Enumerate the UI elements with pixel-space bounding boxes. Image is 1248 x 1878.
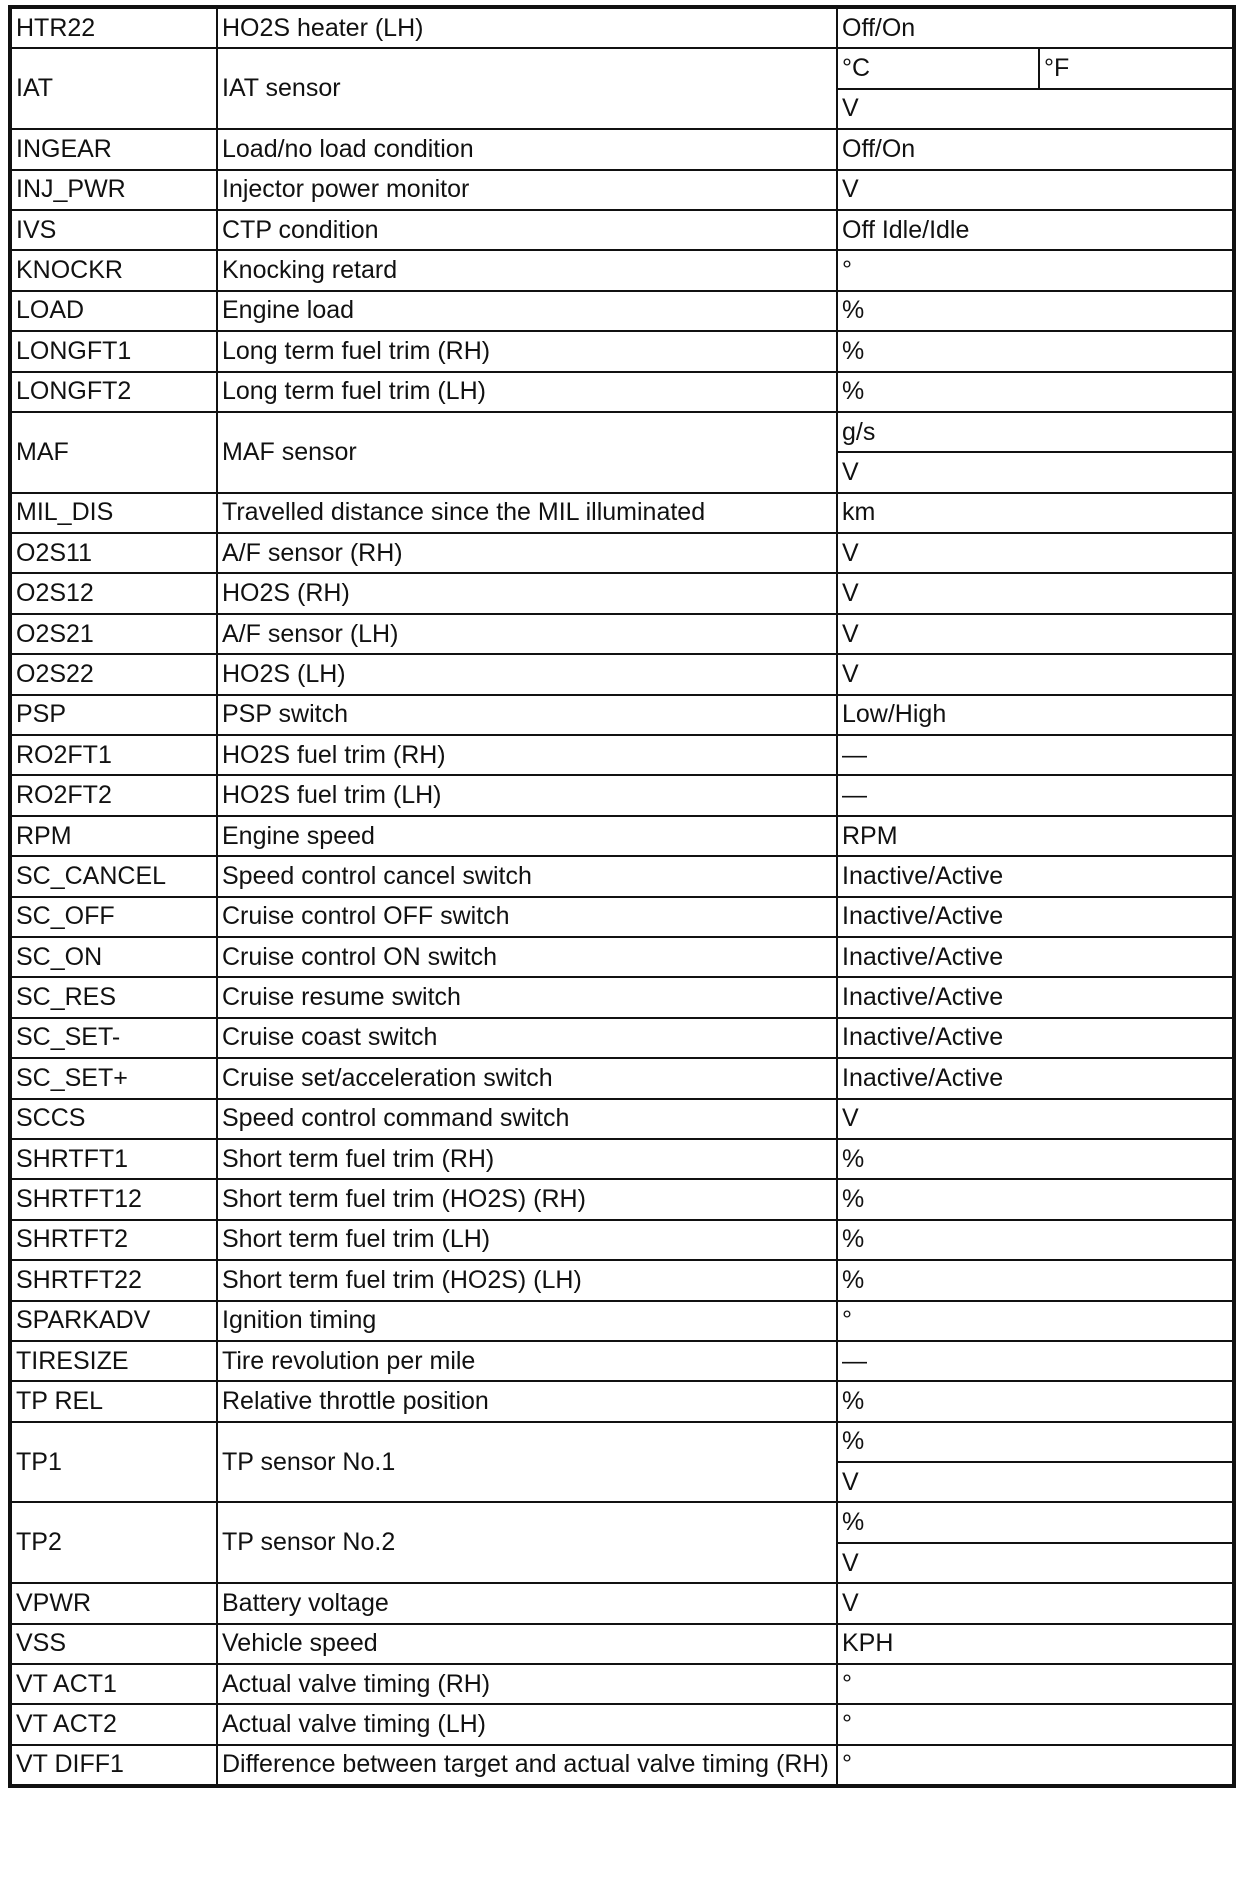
- table-row: [10, 735, 1234, 775]
- table-row: [10, 573, 1234, 613]
- abbreviation-cell: KNOCKR: [10, 250, 217, 290]
- abbreviation-cell: SHRTFT2: [10, 1220, 217, 1260]
- unit-cell: %: [837, 1139, 1234, 1179]
- unit-cell: %: [837, 1381, 1234, 1421]
- unit-cell: V: [837, 1583, 1234, 1623]
- unit-cell: V: [837, 614, 1234, 654]
- abbreviation-cell: RO2FT2: [10, 775, 217, 815]
- table-row: [10, 1058, 1234, 1098]
- table-row: [10, 1704, 1234, 1744]
- description-cell: Short term fuel trim (HO2S) (RH): [217, 1179, 837, 1219]
- description-cell: IAT sensor: [217, 48, 837, 129]
- abbreviation-cell: MAF: [10, 412, 217, 493]
- unit-cell: KPH: [837, 1624, 1234, 1664]
- table-row: [10, 1018, 1234, 1058]
- abbreviation-cell: SHRTFT1: [10, 1139, 217, 1179]
- unit-cell: °: [837, 1301, 1234, 1341]
- abbreviation-cell: VT ACT2: [10, 1704, 217, 1744]
- table-row: [10, 533, 1234, 573]
- unit-cell: %: [837, 291, 1234, 331]
- abbreviation-cell: SCCS: [10, 1099, 217, 1139]
- unit-cell: %: [837, 1220, 1234, 1260]
- table-row: [10, 170, 1234, 210]
- table-row: [10, 1139, 1234, 1179]
- description-cell: HO2S (RH): [217, 573, 837, 613]
- unit-cell: V: [837, 1543, 1234, 1583]
- description-cell: Speed control cancel switch: [217, 856, 837, 896]
- unit-cell: Inactive/Active: [837, 977, 1234, 1017]
- table-row: [10, 1099, 1234, 1139]
- table-row: [10, 250, 1234, 290]
- unit-cell: °: [837, 1704, 1234, 1744]
- unit-cell: °F: [1039, 48, 1234, 88]
- table-row: [10, 977, 1234, 1017]
- table-row: [10, 695, 1234, 735]
- abbreviation-cell: MIL_DIS: [10, 493, 217, 533]
- table-row: [10, 7, 1234, 48]
- description-cell: Cruise control ON switch: [217, 937, 837, 977]
- description-cell: Travelled distance since the MIL illuminated: [217, 493, 837, 533]
- description-cell: TP sensor No.1: [217, 1422, 837, 1503]
- abbreviation-cell: LOAD: [10, 291, 217, 331]
- description-cell: Short term fuel trim (HO2S) (LH): [217, 1260, 837, 1300]
- table-row: [10, 1745, 1234, 1786]
- description-cell: Knocking retard: [217, 250, 837, 290]
- description-cell: Cruise control OFF switch: [217, 897, 837, 937]
- description-cell: Load/no load condition: [217, 129, 837, 169]
- table-row: [10, 775, 1234, 815]
- unit-cell: Low/High: [837, 695, 1234, 735]
- abbreviation-cell: SC_SET-: [10, 1018, 217, 1058]
- table-row: [10, 210, 1234, 250]
- description-cell: A/F sensor (RH): [217, 533, 837, 573]
- unit-cell: Off/On: [837, 7, 1234, 48]
- description-cell: Relative throttle position: [217, 1381, 837, 1421]
- table-row: [10, 1341, 1234, 1381]
- table-row: [10, 1583, 1234, 1623]
- description-cell: Short term fuel trim (RH): [217, 1139, 837, 1179]
- abbreviation-cell: PSP: [10, 695, 217, 735]
- unit-cell: °: [837, 250, 1234, 290]
- abbreviation-cell: SC_SET+: [10, 1058, 217, 1098]
- description-cell: A/F sensor (LH): [217, 614, 837, 654]
- abbreviation-cell: SPARKADV: [10, 1301, 217, 1341]
- table-row: [10, 129, 1234, 169]
- unit-cell: km: [837, 493, 1234, 533]
- description-cell: Long term fuel trim (RH): [217, 331, 837, 371]
- abbreviation-cell: SC_RES: [10, 977, 217, 1017]
- description-cell: HO2S heater (LH): [217, 7, 837, 48]
- table-row: [10, 412, 1234, 452]
- unit-cell: %: [837, 1260, 1234, 1300]
- unit-cell: Off/On: [837, 129, 1234, 169]
- abbreviation-cell: HTR22: [10, 7, 217, 48]
- description-cell: Difference between target and actual valve timing (RH): [217, 1745, 837, 1786]
- abbreviation-cell: IVS: [10, 210, 217, 250]
- abbreviation-cell: O2S21: [10, 614, 217, 654]
- table-row: [10, 1220, 1234, 1260]
- abbreviation-cell: O2S12: [10, 573, 217, 613]
- description-cell: Vehicle speed: [217, 1624, 837, 1664]
- abbreviation-cell: SHRTFT12: [10, 1179, 217, 1219]
- abbreviation-cell: SHRTFT22: [10, 1260, 217, 1300]
- unit-cell: —: [837, 1341, 1234, 1381]
- abbreviation-cell: INGEAR: [10, 129, 217, 169]
- table-row: [10, 937, 1234, 977]
- unit-cell: %: [837, 1422, 1234, 1462]
- abbreviation-cell: VT DIFF1: [10, 1745, 217, 1786]
- description-cell: HO2S fuel trim (RH): [217, 735, 837, 775]
- unit-cell: V: [837, 654, 1234, 694]
- abbreviation-cell: SC_CANCEL: [10, 856, 217, 896]
- abbreviation-cell: VT ACT1: [10, 1664, 217, 1704]
- table-row: [10, 291, 1234, 331]
- unit-cell: V: [837, 170, 1234, 210]
- unit-cell: °: [837, 1664, 1234, 1704]
- table-row: [10, 372, 1234, 412]
- description-cell: Injector power monitor: [217, 170, 837, 210]
- description-cell: Ignition timing: [217, 1301, 837, 1341]
- unit-cell: V: [837, 1462, 1234, 1502]
- table-row: [10, 1502, 1234, 1542]
- table-row: [10, 614, 1234, 654]
- unit-cell: V: [837, 89, 1234, 129]
- pid-table: [8, 5, 1236, 1788]
- table-row: [10, 48, 1234, 88]
- unit-cell: Inactive/Active: [837, 1018, 1234, 1058]
- unit-cell: °C: [837, 48, 1039, 88]
- unit-cell: %: [837, 1179, 1234, 1219]
- abbreviation-cell: TP REL: [10, 1381, 217, 1421]
- unit-cell: V: [837, 573, 1234, 613]
- unit-cell: V: [837, 533, 1234, 573]
- unit-cell: %: [837, 372, 1234, 412]
- abbreviation-cell: TP1: [10, 1422, 217, 1503]
- description-cell: Short term fuel trim (LH): [217, 1220, 837, 1260]
- description-cell: MAF sensor: [217, 412, 837, 493]
- abbreviation-cell: VPWR: [10, 1583, 217, 1623]
- unit-cell: °: [837, 1745, 1234, 1786]
- abbreviation-cell: LONGFT1: [10, 331, 217, 371]
- table-row: [10, 1260, 1234, 1300]
- description-cell: Actual valve timing (LH): [217, 1704, 837, 1744]
- description-cell: Long term fuel trim (LH): [217, 372, 837, 412]
- description-cell: Tire revolution per mile: [217, 1341, 837, 1381]
- description-cell: HO2S (LH): [217, 654, 837, 694]
- abbreviation-cell: O2S11: [10, 533, 217, 573]
- description-cell: Speed control command switch: [217, 1099, 837, 1139]
- unit-cell: %: [837, 1502, 1234, 1542]
- abbreviation-cell: LONGFT2: [10, 372, 217, 412]
- abbreviation-cell: RO2FT1: [10, 735, 217, 775]
- table-row: [10, 331, 1234, 371]
- unit-cell: Inactive/Active: [837, 856, 1234, 896]
- abbreviation-cell: SC_OFF: [10, 897, 217, 937]
- unit-cell: Inactive/Active: [837, 897, 1234, 937]
- description-cell: Cruise set/acceleration switch: [217, 1058, 837, 1098]
- abbreviation-cell: TP2: [10, 1502, 217, 1583]
- unit-cell: g/s: [837, 412, 1234, 452]
- unit-cell: RPM: [837, 816, 1234, 856]
- table-row: [10, 654, 1234, 694]
- table-row: [10, 897, 1234, 937]
- unit-cell: Inactive/Active: [837, 1058, 1234, 1098]
- unit-cell: V: [837, 452, 1234, 492]
- abbreviation-cell: RPM: [10, 816, 217, 856]
- unit-cell: —: [837, 735, 1234, 775]
- description-cell: Battery voltage: [217, 1583, 837, 1623]
- table-row: [10, 856, 1234, 896]
- description-cell: TP sensor No.2: [217, 1502, 837, 1583]
- unit-cell: —: [837, 775, 1234, 815]
- unit-cell: Off Idle/Idle: [837, 210, 1234, 250]
- table-row: [10, 816, 1234, 856]
- abbreviation-cell: IAT: [10, 48, 217, 129]
- description-cell: Cruise resume switch: [217, 977, 837, 1017]
- unit-cell: Inactive/Active: [837, 937, 1234, 977]
- table-row: [10, 1301, 1234, 1341]
- table-row: [10, 1664, 1234, 1704]
- table-row: [10, 1179, 1234, 1219]
- description-cell: CTP condition: [217, 210, 837, 250]
- description-cell: PSP switch: [217, 695, 837, 735]
- unit-cell: %: [837, 331, 1234, 371]
- description-cell: Engine load: [217, 291, 837, 331]
- abbreviation-cell: INJ_PWR: [10, 170, 217, 210]
- pid-table-body: [10, 7, 1234, 1786]
- table-row: [10, 1422, 1234, 1462]
- table-row: [10, 1381, 1234, 1421]
- abbreviation-cell: SC_ON: [10, 937, 217, 977]
- table-row: [10, 1624, 1234, 1664]
- unit-cell: V: [837, 1099, 1234, 1139]
- pid-table-container: [8, 5, 1236, 1788]
- description-cell: Cruise coast switch: [217, 1018, 837, 1058]
- abbreviation-cell: VSS: [10, 1624, 217, 1664]
- description-cell: Engine speed: [217, 816, 837, 856]
- abbreviation-cell: O2S22: [10, 654, 217, 694]
- abbreviation-cell: TIRESIZE: [10, 1341, 217, 1381]
- table-row: [10, 493, 1234, 533]
- description-cell: HO2S fuel trim (LH): [217, 775, 837, 815]
- description-cell: Actual valve timing (RH): [217, 1664, 837, 1704]
